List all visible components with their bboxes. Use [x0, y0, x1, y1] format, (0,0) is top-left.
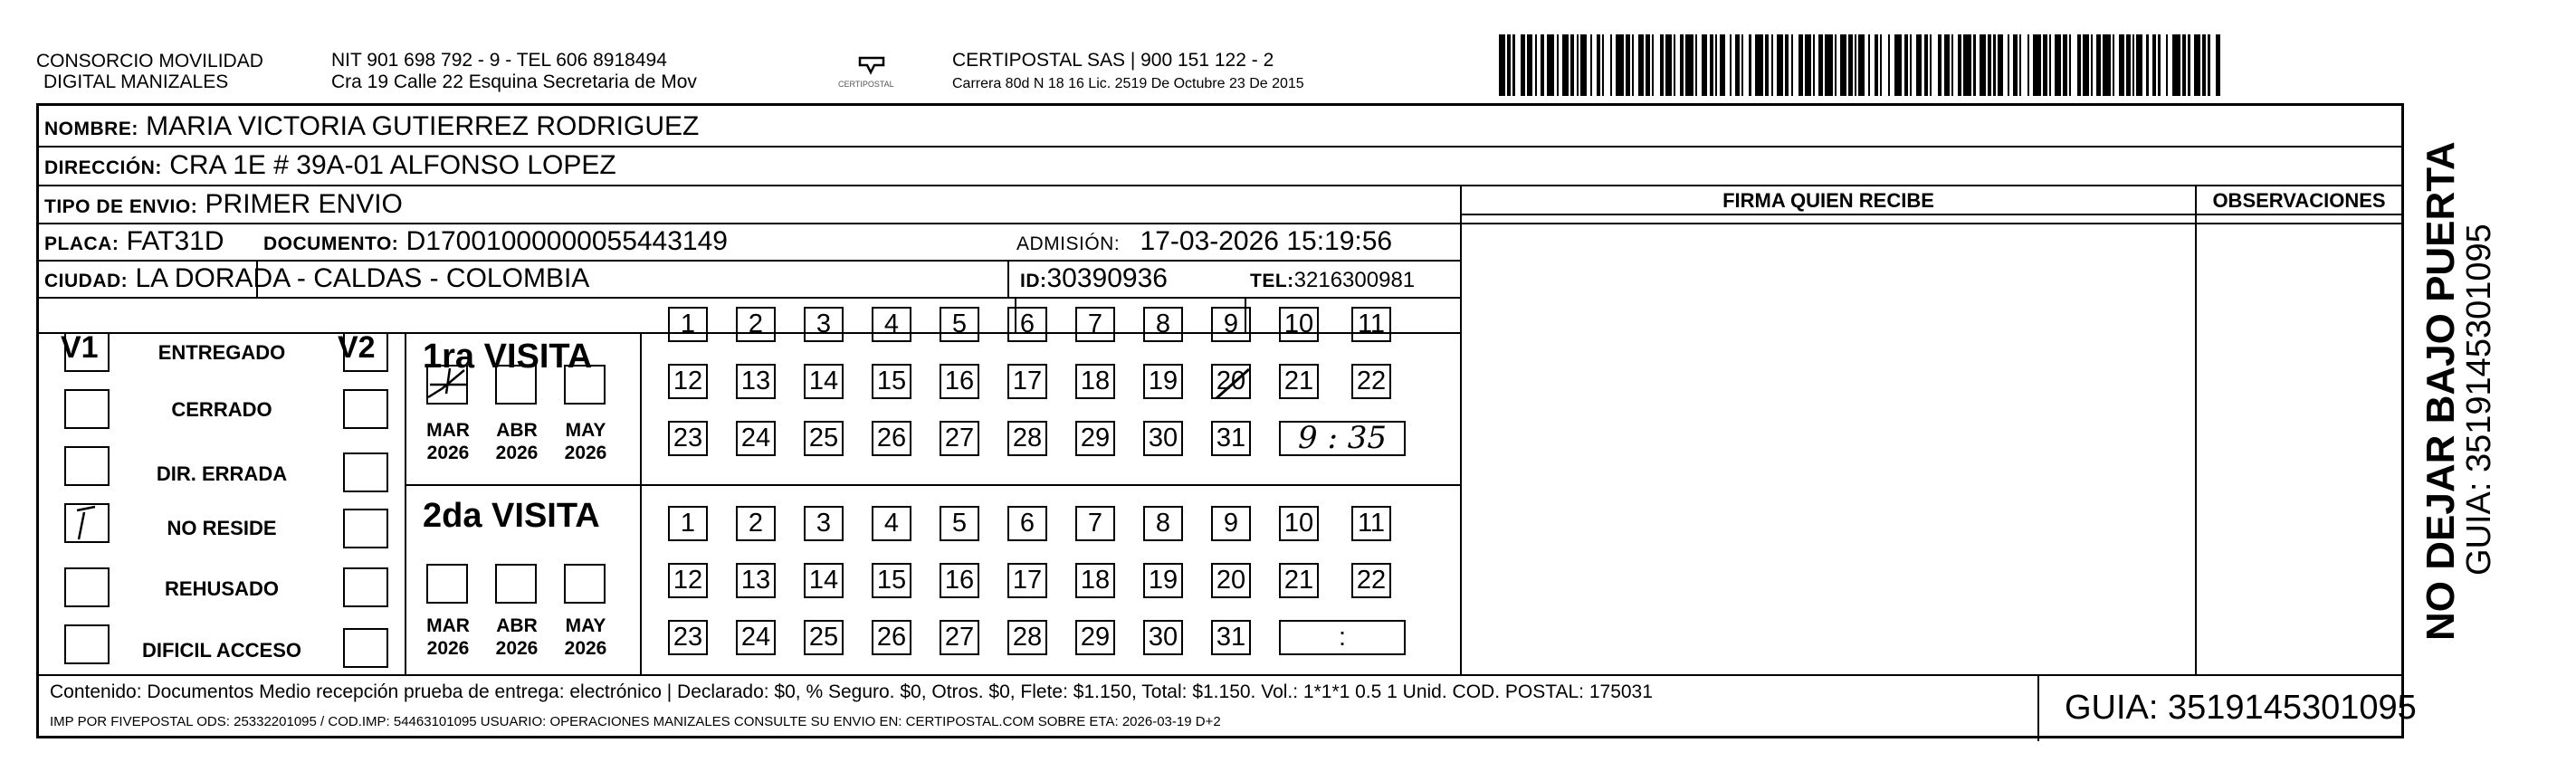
- visit-2-day-26[interactable]: 26: [872, 620, 911, 655]
- certipostal-info: CERTIPOSTAL SAS | 900 151 122 - 2: [952, 50, 1274, 71]
- visit-1-month-abr-label: ABR 2026: [495, 420, 539, 463]
- visit-2-day-24[interactable]: 24: [736, 620, 776, 655]
- visit-1-day-1[interactable]: 1: [668, 307, 708, 342]
- barcode-bar: [1755, 34, 1763, 96]
- visit-1-day-21[interactable]: 21: [1279, 364, 1319, 399]
- visit-1-day-22[interactable]: 22: [1351, 364, 1391, 399]
- nombre-label: NOMBRE:: [44, 119, 138, 139]
- v1-cerrado-checkbox[interactable]: [64, 389, 110, 429]
- v2-rehusado-checkbox[interactable]: [343, 567, 388, 607]
- tipo-envio-label: TIPO DE ENVIO:: [44, 196, 198, 217]
- observaciones-header: OBSERVACIONES: [2212, 189, 2386, 212]
- visit-1-day-6[interactable]: 6: [1007, 307, 1047, 342]
- status-no-reside: NO RESIDE: [167, 517, 277, 539]
- v1-entregado-checkbox[interactable]: [64, 332, 110, 372]
- visit-2-day-3[interactable]: 3: [804, 506, 844, 541]
- visit-2-day-30[interactable]: 30: [1143, 620, 1183, 655]
- barcode-bar: [2194, 34, 2200, 96]
- barcode-bar: [1805, 34, 1811, 96]
- barcode-bar: [1702, 34, 1708, 96]
- company-nit: NIT 901 698 792 - 9 - TEL 606 8918494: [331, 50, 667, 71]
- visit-1-month-mar-label: MAR 2026: [426, 420, 470, 463]
- id-value: 30390936: [1046, 263, 1168, 293]
- cell-divider: [1007, 260, 1009, 298]
- nombre-value: MARIA VICTORIA GUTIERREZ RODRIGUEZ: [146, 111, 700, 141]
- footer-guia-number: GUIA: 3519145301095: [2065, 689, 2417, 727]
- visit-1-day-28[interactable]: 28: [1007, 421, 1047, 456]
- visit-1-day-23[interactable]: 23: [668, 421, 708, 456]
- barcode-bar: [2033, 34, 2041, 96]
- documento-label: DOCUMENTO:: [263, 233, 399, 254]
- barcode-bar: [2083, 34, 2089, 96]
- row-divider: [1460, 214, 2401, 215]
- visit-2-day-18[interactable]: 18: [1075, 563, 1115, 598]
- row-divider: [39, 223, 2401, 224]
- direccion-label: DIRECCIÓN:: [44, 157, 162, 178]
- visit-divider: [405, 484, 1462, 486]
- v2-cerrado-checkbox[interactable]: [343, 389, 388, 429]
- tel-value: 3216300981: [1293, 268, 1416, 292]
- barcode-bar: [1894, 34, 1903, 96]
- delivery-form: [36, 103, 2417, 738]
- direccion-value: CRA 1E # 39A-01 ALFONSO LOPEZ: [169, 150, 616, 180]
- barcode-bar: [1720, 34, 1726, 96]
- visit-2-day-14[interactable]: 14: [804, 563, 844, 598]
- visit-2-day-27[interactable]: 27: [940, 620, 979, 655]
- barcode-bar: [2161, 34, 2167, 96]
- barcode-bar: [2136, 34, 2142, 96]
- company-name-line1: CONSORCIO MOVILIDAD: [36, 51, 263, 71]
- visit-1-month-may-label: MAY 2026: [564, 420, 607, 463]
- ciudad-cell: [44, 263, 589, 297]
- barcode-bar: [1527, 34, 1533, 96]
- visit-1-day-8[interactable]: 8: [1143, 307, 1183, 342]
- barcode-bar: [1499, 34, 1505, 96]
- barcode-bar: [2172, 34, 2180, 96]
- handwritten-strike-mark: [1213, 366, 1253, 402]
- visit-1-day-20[interactable]: 20: [1211, 364, 1251, 399]
- tel-cell: [1250, 265, 1415, 297]
- barcode-bar: [2071, 34, 2077, 96]
- visit-1-day-7[interactable]: 7: [1075, 307, 1115, 342]
- status-dificil-acceso: DIFICIL ACCESO: [141, 639, 301, 662]
- visit-1-day-27[interactable]: 27: [940, 421, 979, 456]
- barcode-bar: [1858, 34, 1865, 96]
- admision-cell: [1016, 226, 1392, 260]
- status-dir-errada: DIR. ERRADA: [156, 462, 288, 485]
- firma-header: FIRMA QUIEN RECIBE: [1722, 189, 1934, 212]
- footer-print-line: IMP POR FIVEPOSTAL ODS: 25332201095 / COD.IMP: 54463101095 USUARIO: OPERACIONES MANIZALES CONSULTE SU ENVIO EN: CERTIPOSTAL.COM SOBRE ETA: 2026-03-19 D+2: [50, 714, 1221, 729]
- visit-2-month-may-label: MAY 2026: [564, 615, 607, 659]
- certipostal-license: Carrera 80d N 18 16 Lic. 2519 De Octubre 23 De 2015: [952, 76, 1304, 91]
- month-column-border: [640, 332, 642, 674]
- visit-1-day-30[interactable]: 30: [1143, 421, 1183, 456]
- visit-1-day-10[interactable]: 10: [1279, 307, 1319, 342]
- placa-value: FAT31D: [126, 226, 224, 256]
- visit-2-day-4[interactable]: 4: [872, 506, 911, 541]
- company-name-line2: DIGITAL MANIZALES: [43, 71, 229, 92]
- visit-2-day-2[interactable]: 2: [736, 506, 776, 541]
- visit-1-day-12[interactable]: 12: [668, 364, 708, 399]
- barcode-bar: [1604, 34, 1610, 96]
- visit-2-month-may-checkbox[interactable]: [564, 564, 606, 604]
- visit-1-day-15[interactable]: 15: [872, 364, 911, 399]
- visit-2-day-15[interactable]: 15: [872, 563, 911, 598]
- barcode-bar: [1616, 34, 1624, 96]
- barcode-bar: [2103, 34, 2111, 96]
- admision-value: 17-03-2026 15:19:56: [1140, 226, 1393, 256]
- barcode-bar: [1825, 34, 1833, 96]
- status-column-border: [405, 332, 406, 674]
- barcode-bar: [1743, 34, 1750, 96]
- visit-1-day-19[interactable]: 19: [1143, 364, 1183, 399]
- visit-1-day-17[interactable]: 17: [1007, 364, 1047, 399]
- visit-2-day-17[interactable]: 17: [1007, 563, 1047, 598]
- visit-2-day-28[interactable]: 28: [1007, 620, 1047, 655]
- v2-dificil-acceso-checkbox[interactable]: [343, 628, 388, 668]
- direccion-row: [44, 150, 616, 184]
- v1-rehusado-checkbox[interactable]: [64, 567, 110, 607]
- visit-2-time-box[interactable]: :: [1279, 620, 1406, 655]
- visit-1-day-29[interactable]: 29: [1075, 421, 1115, 456]
- visit-2-day-10[interactable]: 10: [1279, 506, 1319, 541]
- barcode-bar: [1685, 34, 1693, 96]
- side-guia-number: GUIA: 3519145301095: [2460, 224, 2498, 576]
- visit-1-day-25[interactable]: 25: [804, 421, 844, 456]
- footer-content-line: Contenido: Documentos Medio recepción prueba de entrega: electrónico | Declarado: $0, % Seguro. $0, Otros. $0, Flete: $1.150, Total: $1.150. Vol.: 1*1*1 0.5 1 Unid. COD. POSTAL: 175031: [50, 681, 1653, 702]
- v2-no-reside-checkbox[interactable]: [343, 509, 388, 548]
- visit-1-day-2[interactable]: 2: [736, 307, 776, 342]
- visit-2-day-5[interactable]: 5: [940, 506, 979, 541]
- tipo-envio-row: [44, 189, 403, 223]
- visit-2-day-22[interactable]: 22: [1351, 563, 1391, 598]
- ciudad-value: LA DORADA - CALDAS - COLOMBIA: [135, 263, 590, 293]
- visit-2-day-21[interactable]: 21: [1279, 563, 1319, 598]
- visit-1-month-may-checkbox[interactable]: [564, 365, 606, 405]
- v1-dificil-acceso-checkbox[interactable]: [64, 624, 110, 664]
- handwritten-check-mark: [423, 361, 473, 410]
- placa-cell: [44, 226, 224, 260]
- signature-column-border: [1460, 185, 1462, 676]
- barcode: [1499, 34, 2221, 96]
- barcode-bar: [1963, 34, 1971, 96]
- visit-2-month-mar-label: MAR 2026: [426, 615, 470, 659]
- barcode-bar: [1793, 34, 1799, 96]
- documento-value: D17001000000055443149: [405, 226, 728, 256]
- id-label: ID:: [1020, 271, 1047, 291]
- visit-2-day-12[interactable]: 12: [668, 563, 708, 598]
- barcode-bar: [1515, 34, 1522, 96]
- visit-2-day-13[interactable]: 13: [736, 563, 776, 598]
- logo-caption: CERTIPOSTAL: [838, 80, 894, 89]
- company-address: Cra 19 Calle 22 Esquina Secretaria de Mov: [331, 71, 697, 92]
- tel-label: TEL:: [1250, 271, 1294, 291]
- barcode-bar: [1932, 34, 1938, 96]
- barcode-bar: [1654, 34, 1660, 96]
- v1-heading: V1: [61, 330, 99, 365]
- barcode-bar: [1580, 34, 1587, 96]
- admision-label: ADMISIÓN:: [1016, 233, 1121, 254]
- visit-2-month-abr-checkbox[interactable]: [495, 564, 537, 604]
- barcode-bar: [1547, 34, 1555, 96]
- side-notice: NO DEJAR BAJO PUERTA: [2419, 141, 2463, 641]
- visit-1-day-11[interactable]: 11: [1351, 307, 1391, 342]
- visit-2-title: 2da VISITA: [423, 497, 600, 535]
- visit-2-day-31[interactable]: 31: [1211, 620, 1251, 655]
- row-divider: [39, 297, 1462, 299]
- visit-2-day-23[interactable]: 23: [668, 620, 708, 655]
- placa-label: PLACA:: [44, 233, 119, 254]
- visit-1-month-mar-checkbox[interactable]: [426, 365, 468, 405]
- row-divider: [39, 146, 2401, 148]
- barcode-bar: [1882, 34, 1888, 96]
- visit-2-day-25[interactable]: 25: [804, 620, 844, 655]
- certipostal-logo: [856, 54, 889, 78]
- visit-2-day-8[interactable]: 8: [1143, 506, 1183, 541]
- nombre-row: [44, 111, 699, 145]
- visit-1-day-14[interactable]: 14: [804, 364, 844, 399]
- ciudad-label: CIUDAD:: [44, 271, 129, 291]
- visit-1-day-26[interactable]: 26: [872, 421, 911, 456]
- handwritten-check-mark: [66, 498, 110, 548]
- footer-divider: [39, 674, 2401, 676]
- footer-guia-border: [2037, 674, 2039, 741]
- row-divider: [39, 185, 2401, 186]
- v2-entregado-checkbox[interactable]: [343, 332, 388, 372]
- visit-2-day-20[interactable]: 20: [1211, 563, 1251, 598]
- status-cerrado: CERRADO: [171, 398, 272, 421]
- visit-2-month-abr-label: ABR 2026: [495, 615, 539, 659]
- documento-cell: [263, 226, 728, 260]
- barcode-bar: [2119, 34, 2125, 96]
- visit-1-day-3[interactable]: 3: [804, 307, 844, 342]
- barcode-bar: [1916, 34, 1922, 96]
- v2-dir-errada-checkbox[interactable]: [343, 452, 388, 492]
- barcode-bar: [2021, 34, 2027, 96]
- visit-1-day-9[interactable]: 9: [1211, 307, 1251, 342]
- barcode-bar: [1638, 34, 1645, 96]
- barcode-bar: [1998, 34, 2004, 96]
- barcode-bar: [1944, 34, 1951, 96]
- barcode-bar: [1980, 34, 1986, 96]
- tipo-envio-value: PRIMER ENVIO: [205, 189, 403, 219]
- id-cell: [1020, 263, 1168, 297]
- visit-1-day-13[interactable]: 13: [736, 364, 776, 399]
- visit-2-month-mar-checkbox[interactable]: [426, 564, 468, 604]
- observations-column-border: [2195, 185, 2197, 676]
- barcode-bar: [1840, 34, 1846, 96]
- visit-1-day-4[interactable]: 4: [872, 307, 911, 342]
- barcode-bar: [1562, 34, 1569, 96]
- v1-no-reside-checkbox[interactable]: [64, 503, 110, 543]
- v2-heading: V2: [338, 330, 376, 365]
- visit-1-month-abr-checkbox[interactable]: [495, 365, 537, 405]
- visit-2-day-19[interactable]: 19: [1143, 563, 1183, 598]
- visit-1-day-18[interactable]: 18: [1075, 364, 1115, 399]
- visit-2-day-29[interactable]: 29: [1075, 620, 1115, 655]
- visit-2-day-7[interactable]: 7: [1075, 506, 1115, 541]
- visit-2-day-11[interactable]: 11: [1351, 506, 1391, 541]
- visit-1-day-16[interactable]: 16: [940, 364, 979, 399]
- visit-1-time-box[interactable]: 9 : 35: [1279, 421, 1406, 456]
- row-divider: [39, 260, 1462, 262]
- visit-1-day-31[interactable]: 31: [1211, 421, 1251, 456]
- visit-2-day-16[interactable]: 16: [940, 563, 979, 598]
- visit-1-day-5[interactable]: 5: [940, 307, 979, 342]
- visit-1-title: 1ra VISITA: [423, 338, 593, 376]
- barcode-bar: [1665, 34, 1672, 96]
- status-rehusado: REHUSADO: [165, 577, 279, 600]
- barcode-bar: [2216, 34, 2219, 96]
- barcode-bar: [1777, 34, 1783, 96]
- visit-1-day-24[interactable]: 24: [736, 421, 776, 456]
- visit-2-day-1[interactable]: 1: [668, 506, 708, 541]
- barcode-bar: [2055, 34, 2061, 96]
- status-entregado: ENTREGADO: [157, 341, 286, 364]
- visit-2-day-6[interactable]: 6: [1007, 506, 1047, 541]
- barcode-bar: [2210, 34, 2217, 96]
- visit-2-day-9[interactable]: 9: [1211, 506, 1251, 541]
- v1-dir-errada-checkbox[interactable]: [64, 446, 110, 486]
